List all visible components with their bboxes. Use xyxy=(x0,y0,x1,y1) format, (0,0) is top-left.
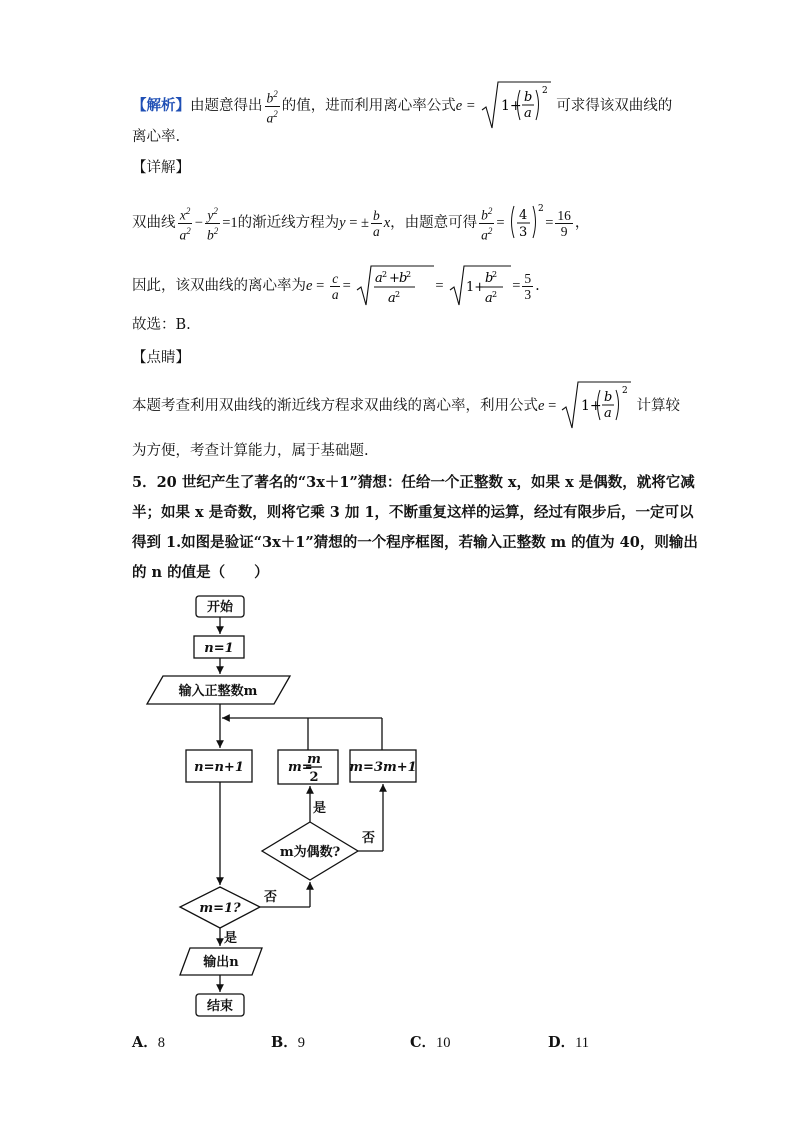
init-label: n=1 xyxy=(204,641,234,656)
answer-line: 故选：B. xyxy=(132,317,191,333)
detail-line-1: 双曲线 $\frac{x^2}{a^2}$ − $\frac{y^2}{b^2}$ =1的渐近线方程为y = ± $\frac{b}{a}$ x，由题意可得 $\frac{b^2}{a^2}$ = 4 3 2 = $\frac{16}{9}$ ， xyxy=(132,204,590,242)
option-b[interactable]: B．9 xyxy=(271,1034,306,1051)
svg-text:4: 4 xyxy=(519,208,528,223)
analysis-line-2: 离心率. xyxy=(132,129,181,145)
svg-text:a: a xyxy=(375,271,384,286)
increment-label: n=n+1 xyxy=(194,760,244,775)
question-line-1: 5．20 世纪产生了著名的“3x＋1”猜想：任给一个正整数 x，如果 x 是偶数，就将它减 xyxy=(132,474,695,491)
svg-text:a: a xyxy=(485,291,493,306)
svg-text:a: a xyxy=(523,106,532,121)
svg-text:2: 2 xyxy=(538,204,544,214)
flowchart xyxy=(130,590,430,1025)
comment-tag: 【点睛】 xyxy=(132,350,190,366)
svg-text:2: 2 xyxy=(492,270,498,279)
svg-text:b: b xyxy=(485,271,494,286)
svg-text:+: + xyxy=(389,271,401,286)
question-line-2: 半；如果 x 是奇数，则将它乘 3 加 1，不断重复这样的运算，经过有限步后，一定可以 xyxy=(132,504,694,521)
four-thirds-squared xyxy=(509,202,545,244)
one-yes-label: 是 xyxy=(224,931,238,946)
svg-text:b: b xyxy=(603,390,613,405)
start-label: 开始 xyxy=(206,600,234,615)
sqrt-1-plus-b2-a2 xyxy=(448,264,512,308)
even-check-label: m为偶数? xyxy=(279,845,341,860)
svg-text:2: 2 xyxy=(406,270,412,279)
input-label: 输入正整数m xyxy=(178,684,258,699)
half-numerator: m xyxy=(307,752,321,767)
analysis-line-1: 【解析】由题意得出 $\frac{b^2}{a^2}$ 的值，进而利用离心率公式e = 1+ b a 2 可求得该双曲线的 xyxy=(132,80,672,132)
option-d[interactable]: D．11 xyxy=(548,1034,590,1051)
output-label: 输出n xyxy=(203,955,239,970)
option-a[interactable]: A．8 xyxy=(132,1034,166,1051)
eccentricity-formula-sqrt-2 xyxy=(560,380,632,432)
option-c[interactable]: C．10 xyxy=(410,1034,451,1051)
svg-text:1+: 1+ xyxy=(580,398,602,414)
svg-text:3: 3 xyxy=(519,225,528,240)
svg-text:b: b xyxy=(523,90,532,105)
svg-text:b: b xyxy=(399,271,408,286)
svg-text:a: a xyxy=(603,406,612,421)
b2-over-a2: $\frac{b^2}{a^2}$ xyxy=(266,89,278,125)
sqrt-a2-plus-b2 xyxy=(355,264,435,308)
detail-line-2: 因此，该双曲线的离心率为e = $\frac{c}{a}$ = a 2 + b 2 a 2 = 1+ b 2 a 2 = $\frac{5}{3}$ . xyxy=(132,264,540,308)
svg-text:2: 2 xyxy=(492,290,498,299)
detail-tag: 【详解】 xyxy=(132,160,190,176)
svg-text:2: 2 xyxy=(382,270,388,279)
svg-text:2: 2 xyxy=(621,386,628,396)
half-label-left: m= xyxy=(288,760,313,775)
svg-text:2: 2 xyxy=(541,86,548,96)
half-denominator: 2 xyxy=(309,770,319,785)
triple-label: m=3m+1 xyxy=(349,760,417,775)
comment-line-2: 为方便，考查计算能力，属于基础题. xyxy=(132,443,369,459)
even-yes-label: 是 xyxy=(313,801,327,816)
svg-text:1+: 1+ xyxy=(500,98,522,114)
end-label: 结束 xyxy=(206,999,234,1014)
comment-line-1: 本题考查利用双曲线的渐近线方程求双曲线的离心率，利用公式e = 1+ b a 2 计算较 xyxy=(132,380,680,432)
one-no-label: 否 xyxy=(264,890,278,905)
question-line-3: 得到 1.如图是验证“3x＋1”猜想的一个程序框图，若输入正整数 m 的值为 40，则输出 xyxy=(132,534,698,551)
svg-text:2: 2 xyxy=(395,290,401,299)
one-check-label: m=1? xyxy=(199,901,241,916)
even-no-label: 否 xyxy=(362,831,376,846)
svg-text:a: a xyxy=(388,291,397,306)
svg-text:1+: 1+ xyxy=(466,280,486,295)
analysis-tag: 【解析】 xyxy=(132,97,190,114)
question-line-4: 的 n 的值是（ ） xyxy=(132,564,269,581)
eccentricity-formula-sqrt xyxy=(480,80,552,132)
